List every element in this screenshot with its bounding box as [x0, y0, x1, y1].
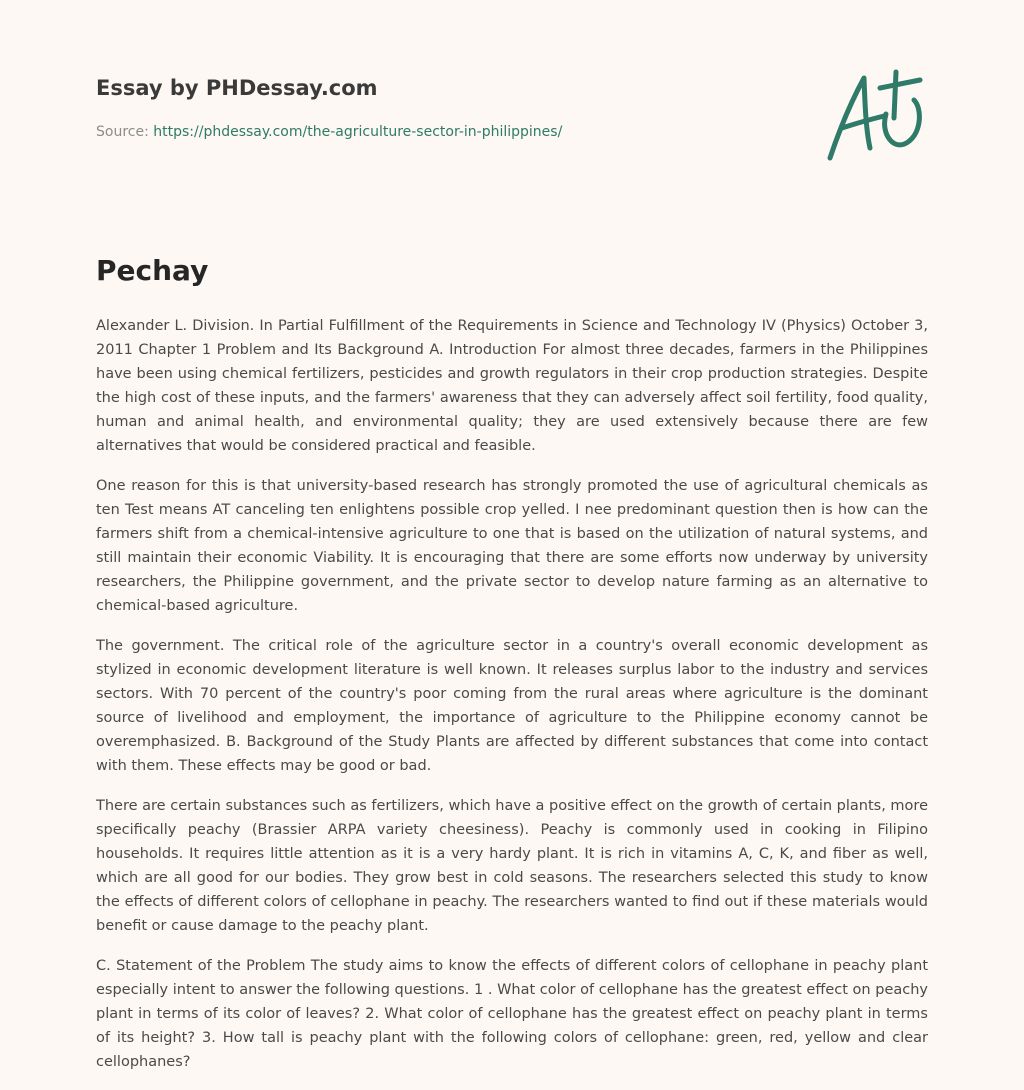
site-title: Essay by PHDessay.com	[96, 76, 378, 100]
source-link[interactable]: https://phdessay.com/the-agriculture-sector-in-philippines/	[153, 124, 563, 140]
essay-paragraph: There are certain substances such as fertilizers, which have a positive effect on the growth of certain plants, more specifically peachy (Brassier ARPA variety cheesiness). Peachy is commonly used in cooking in Filipino households. It requires little attention as it is a very hardy plant. It is rich in vitamins A, C, K, and fiber as well, which are all good for our bodies. They grow best in cold seasons. The researchers selected this study to know the effects of different colors of cellophane in peachy. The researchers wanted to find out if these materials would benefit or cause damage to the peachy plant.	[96, 798, 928, 934]
source-label: Source:	[96, 124, 149, 140]
a-plus-grade-icon	[820, 66, 930, 166]
source-line	[96, 124, 562, 140]
essay-paragraph: The government. The critical role of the agriculture sector in a country's overall economic development as stylized in economic development literature is well known. It releases surplus labor to the industry and services sectors. With 70 percent of the country's poor coming from the rural areas where agriculture is the dominant source of livelihood and employment, the importance of agriculture to the Philippine economy cannot be overemphasized. B. Background of the Study Plants are affected by different substances that come into contact with them. These effects may be good or bad.	[96, 638, 928, 774]
essay-paragraph: Alexander L. Division. In Partial Fulfillment of the Requirements in Science and Technology IV (Physics) October 3, 2011 Chapter 1 Problem and Its Background A. Introduction For almost three decades, farmers in the Philippines have been using chemical fertilizers, pesticides and growth regulators in their crop production strategies. Despite the high cost of these inputs, and the farmers' awareness that they can adversely affect soil fertility, food quality, human and animal health, and environmental quality; they are used extensively because there are few alternatives that would be considered practical and feasible.	[96, 318, 928, 454]
essay-title: Pechay	[96, 254, 209, 287]
essay-paragraph: C. Statement of the Problem The study aims to know the effects of different colors of cellophane in peachy plant especially intent to answer the following questions. 1 . What color of cellophane has the greatest effect on peachy plant in terms of its color of leaves? 2. What color of cellophane has the greatest effect on peachy plant in terms of its height? 3. How tall is peachy plant with the following colors of cellophane: green, red, yellow and clear cellophanes?	[96, 958, 928, 1070]
essay-paragraph: One reason for this is that university-based research has strongly promoted the use of agricultural chemicals as ten Test means AT canceling ten enlightens possible crop yelled. I nee predominant question then is how can the farmers shift from a chemical-intensive agriculture to one that is based on the utilization of natural systems, and still maintain their economic Viability. It is encouraging that there are some efforts now underway by university researchers, the Philippine government, and the private sector to develop nature farming as an alternative to chemical-based agriculture.	[96, 478, 928, 614]
essay-body	[96, 314, 928, 1090]
